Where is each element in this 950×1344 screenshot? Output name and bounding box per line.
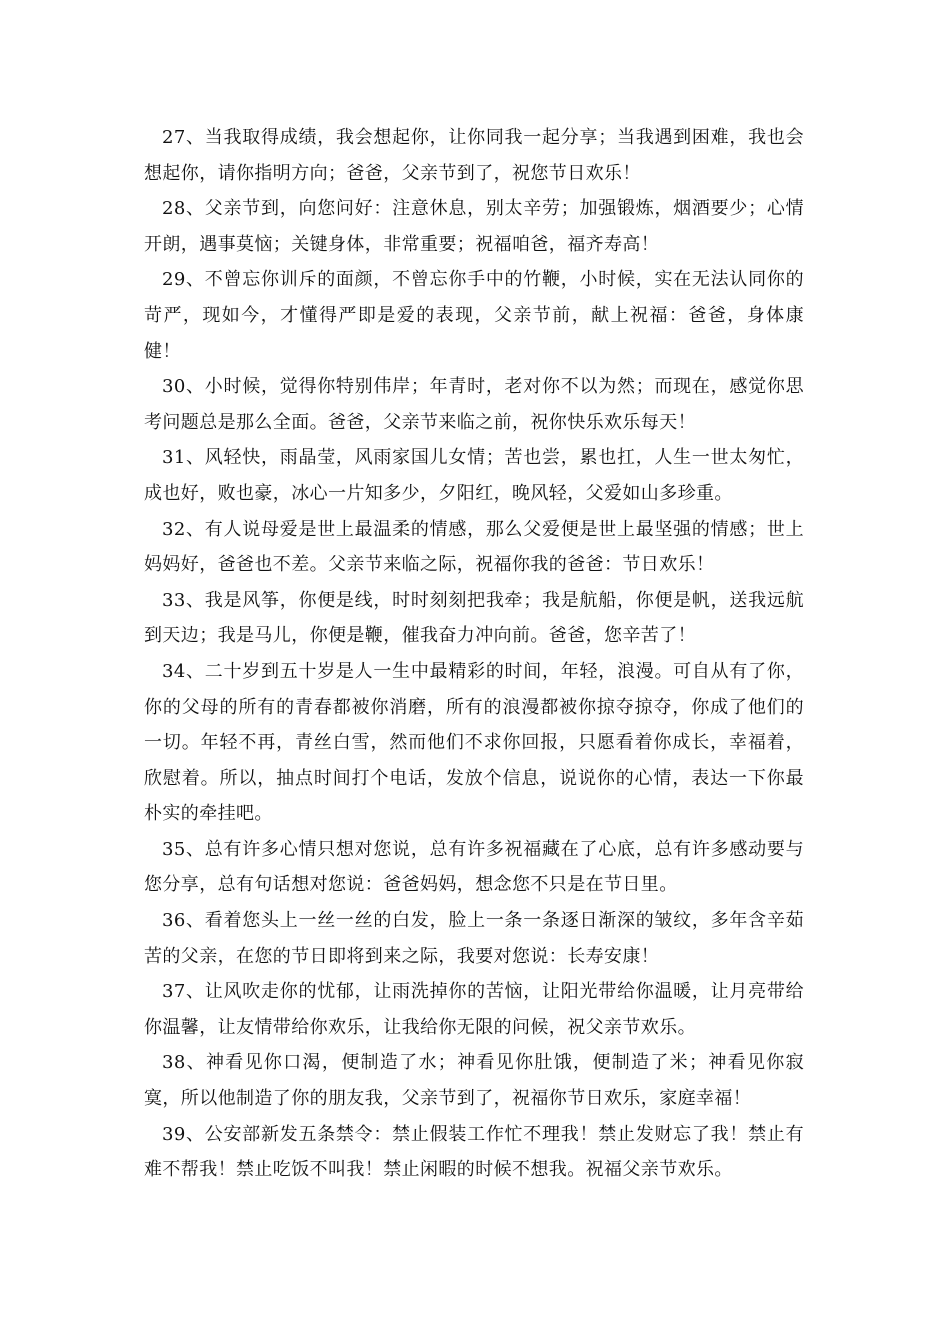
paragraph-32: 32、有人说母爱是世上最温柔的情感，那么父爱便是世上最坚强的情感；世上妈妈好，爸爸也不差。父亲节来临之际，祝福你我的爸爸：节日欢乐！: [144, 518, 804, 576]
paragraph-39: 39、公安部新发五条禁令：禁止假装工作忙不理我！禁止发财忘了我！禁止有难不帮我！禁止吃饭不叫我！禁止闲暇的时候不想我。祝福父亲节欢乐。: [144, 1123, 804, 1181]
document-page: [144, 120, 804, 1188]
paragraph-38: 38、神看见你口渴，便制造了水；神看见你肚饿，便制造了米；神看见你寂寞，所以他制造了你的朋友我，父亲节到了，祝福你节日欢乐，家庭幸福！: [144, 1052, 804, 1110]
paragraph-27: 27、当我取得成绩，我会想起你，让你同我一起分享；当我遇到困难，我也会想起你，请你指明方向；爸爸，父亲节到了，祝您节日欢乐！: [144, 127, 804, 184]
paragraph-31: 31、风轻快，雨晶莹，风雨家国儿女情；苦也尝，累也扛，人生一世太匆忙，成也好，败也豪，冰心一片知多少，夕阳红，晚风轻，父爱如山多珍重。: [144, 447, 804, 504]
paragraph-34: 34、二十岁到五十岁是人一生中最精彩的时间，年轻，浪漫。可自从有了你，你的父母的所有的青春都被你消磨，所有的浪漫都被你掠夺掠夺，你成了他们的一切。年轻不再，青丝白雪，然而他们不求你回报，只愿看着你成长，幸福着，欣慰着。所以，抽点时间打个电话，发放个信息，说说你的心情，表达一下你最朴实的牵挂吧。: [144, 660, 804, 825]
paragraph-29: 29、不曾忘你训斥的面颜，不曾忘你手中的竹鞭，小时候，实在无法认同你的苛严，现如今，才懂得严即是爱的表现，父亲节前，献上祝福：爸爸，身体康健！: [144, 269, 804, 362]
paragraph-35: 35、总有许多心情只想对您说，总有许多祝福藏在了心底，总有许多感动要与您分享，总有句话想对您说：爸爸妈妈，想念您不只是在节日里。: [144, 838, 804, 896]
paragraph-37: 37、让风吹走你的忧郁，让雨洗掉你的苦恼，让阳光带给你温暖，让月亮带给你温馨，让友情带给你欢乐，让我给你无限的问候，祝父亲节欢乐。: [144, 981, 804, 1038]
paragraph-36: 36、看着您头上一丝一丝的白发，脸上一条一条逐日渐深的皱纹，多年含辛茹苦的父亲，在您的节日即将到来之际，我要对您说：长寿安康！: [144, 910, 804, 967]
paragraph-30: 30、小时候，觉得你特别伟岸；年青时，老对你不以为然；而现在，感觉你思考问题总是那么全面。爸爸，父亲节来临之前，祝你快乐欢乐每天！: [144, 376, 804, 433]
paragraph-33: 33、我是风筝，你便是线，时时刻刻把我牵；我是航船，你便是帆，送我远航到天边；我是马儿，你便是鞭，催我奋力冲向前。爸爸，您辛苦了！: [144, 589, 804, 647]
paragraph-28: 28、父亲节到，向您问好：注意休息，别太辛劳；加强锻炼，烟酒要少；心情开朗，遇事莫恼；关键身体，非常重要；祝福咱爸，福齐寿高！: [144, 198, 804, 255]
